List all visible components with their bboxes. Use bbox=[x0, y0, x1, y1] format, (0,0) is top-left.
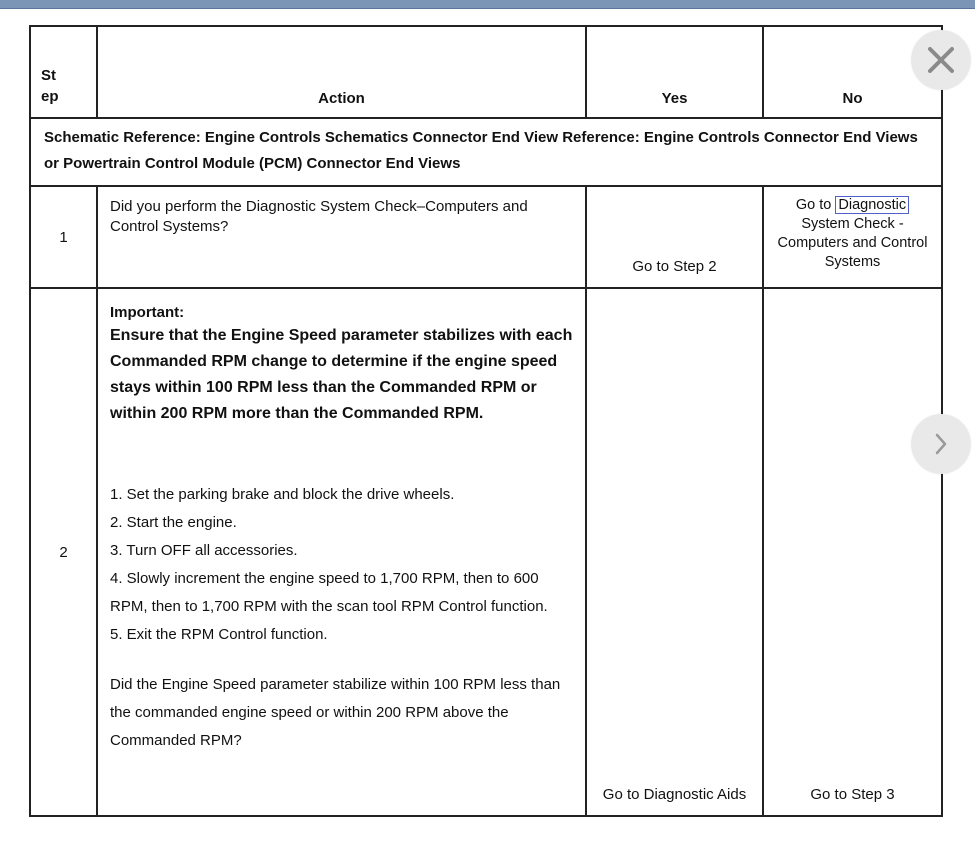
list-item: 3. Turn OFF all accessories. bbox=[110, 542, 298, 559]
table-row bbox=[30, 186, 942, 288]
schematic-reference: Schematic Reference: Engine Controls Schematics Connector End View Reference: Engine Controls Connector End Views or Powertrain Control Module (PCM) Connector End Views bbox=[30, 118, 942, 186]
header-row bbox=[30, 26, 942, 118]
step-number: 2 bbox=[30, 288, 97, 816]
list-item: 2. Start the engine. bbox=[110, 514, 237, 531]
header-step bbox=[30, 26, 97, 118]
header-yes: Yes bbox=[586, 26, 763, 118]
diagnostic-table bbox=[29, 25, 943, 817]
reference-row bbox=[30, 118, 942, 186]
step-question: Did the Engine Speed parameter stabilize within 100 RPM less than the commanded engine speed or within 200 RPM above the Commanded RPM? bbox=[110, 676, 561, 749]
chevron-right-icon bbox=[933, 432, 949, 456]
next-page-button[interactable] bbox=[911, 414, 971, 474]
close-icon bbox=[926, 45, 956, 75]
step-number: 1 bbox=[30, 186, 97, 288]
no-rest: System Check - Computers and Control Systems bbox=[777, 216, 928, 270]
header-step-label: St ep bbox=[41, 67, 59, 105]
close-button[interactable] bbox=[911, 30, 971, 90]
step-yes: Go to Diagnostic Aids bbox=[586, 288, 763, 816]
diagnostic-system-check-link[interactable]: Diagnostic bbox=[835, 196, 909, 214]
step-no bbox=[763, 186, 942, 288]
window-title-bar bbox=[0, 0, 975, 9]
table-row bbox=[30, 288, 942, 816]
list-item: 1. Set the parking brake and block the drive wheels. bbox=[110, 486, 455, 503]
step-yes: Go to Step 2 bbox=[586, 186, 763, 288]
step-action: Did you perform the Diagnostic System Check–Computers and Control Systems? bbox=[97, 186, 586, 288]
step-action bbox=[97, 288, 586, 816]
list-item: 5. Exit the RPM Control function. bbox=[110, 626, 328, 643]
list-item: 4. Slowly increment the engine speed to 1,700 RPM, then to 600 RPM, then to 1,700 RPM with the scan tool RPM Control function. bbox=[110, 570, 548, 615]
important-text: Ensure that the Engine Speed parameter stabilizes with each Commanded RPM change to determine if the engine speed stays within 100 RPM less than the Commanded RPM or within 200 RPM more than the Commanded RPM. bbox=[110, 327, 573, 422]
header-action: Action bbox=[97, 26, 586, 118]
no-prefix: Go to bbox=[795, 197, 836, 213]
procedure-list bbox=[110, 481, 573, 649]
important-label: Important: bbox=[110, 304, 185, 321]
step-no: Go to Step 3 bbox=[763, 288, 942, 816]
header-no: No bbox=[763, 26, 942, 118]
